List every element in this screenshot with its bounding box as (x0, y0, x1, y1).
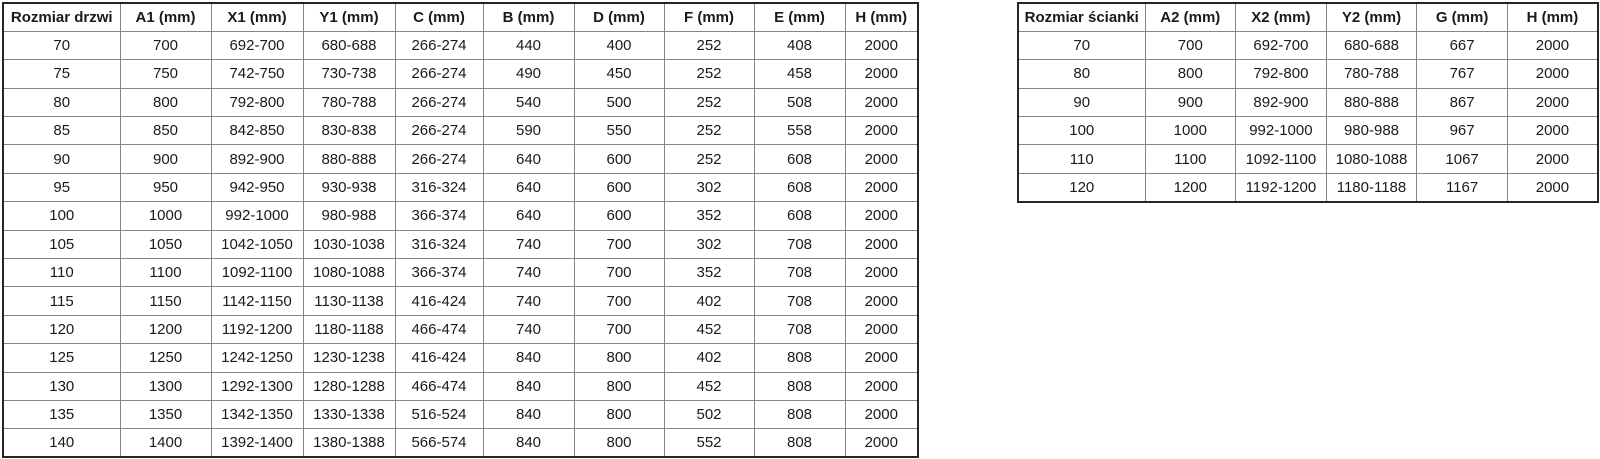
table-cell: 967 (1417, 117, 1508, 145)
table-cell: 500 (574, 88, 664, 116)
table-cell: 750 (120, 60, 211, 88)
header-row (3, 3, 918, 31)
table-row (1018, 31, 1598, 59)
table-cell: 640 (483, 202, 574, 230)
table-row (3, 202, 918, 230)
table-cell: 1080-1088 (1326, 145, 1417, 173)
table-cell: 550 (574, 117, 664, 145)
table-cell: 1092-1100 (1236, 145, 1327, 173)
table-cell: 942-950 (211, 173, 303, 201)
table-cell: 808 (754, 429, 845, 457)
table-cell: 316-324 (395, 173, 483, 201)
table-cell: 792-800 (1236, 60, 1327, 88)
table-cell: 552 (664, 429, 754, 457)
table-cell: 70 (3, 31, 120, 59)
table-cell: 450 (574, 60, 664, 88)
table-cell: 992-1000 (1236, 117, 1327, 145)
table-row (3, 88, 918, 116)
table-cell: 316-324 (395, 230, 483, 258)
table-cell: 800 (120, 88, 211, 116)
table-cell: 2000 (845, 117, 918, 145)
column-header: A2 (mm) (1145, 3, 1236, 31)
table-cell: 692-700 (211, 31, 303, 59)
table-row (3, 372, 918, 400)
column-header: Rozmiar ścianki (1018, 3, 1145, 31)
table-cell: 502 (664, 400, 754, 428)
table-cell: 608 (754, 173, 845, 201)
table-cell: 830-838 (303, 117, 395, 145)
table-cell: 1250 (120, 344, 211, 372)
table-cell: 252 (664, 88, 754, 116)
column-header: H (mm) (845, 3, 918, 31)
table-cell: 125 (3, 344, 120, 372)
table-cell: 120 (3, 315, 120, 343)
table-cell: 840 (483, 429, 574, 457)
table-cell: 640 (483, 173, 574, 201)
table-row (1018, 117, 1598, 145)
table-cell: 892-900 (211, 145, 303, 173)
table-cell: 1150 (120, 287, 211, 315)
table-cell: 366-374 (395, 202, 483, 230)
table-cell: 792-800 (211, 88, 303, 116)
table-cell: 767 (1417, 60, 1508, 88)
table-cell: 1080-1088 (303, 259, 395, 287)
table-cell: 740 (483, 287, 574, 315)
table-cell: 800 (574, 400, 664, 428)
table-cell: 1030-1038 (303, 230, 395, 258)
door-size-table (2, 2, 919, 458)
table-cell: 2000 (845, 202, 918, 230)
table-cell: 1200 (1145, 173, 1236, 201)
table-cell: 1180-1188 (303, 315, 395, 343)
table-cell: 840 (483, 400, 574, 428)
table-cell: 140 (3, 429, 120, 457)
table-row (3, 173, 918, 201)
table-cell: 780-788 (303, 88, 395, 116)
table-cell: 740 (483, 259, 574, 287)
table-cell: 1242-1250 (211, 344, 303, 372)
table-cell: 120 (1018, 173, 1145, 201)
table-cell: 540 (483, 88, 574, 116)
table-row (3, 429, 918, 457)
table-cell: 95 (3, 173, 120, 201)
table-cell: 1042-1050 (211, 230, 303, 258)
table-cell: 90 (3, 145, 120, 173)
table-cell: 266-274 (395, 88, 483, 116)
column-header: F (mm) (664, 3, 754, 31)
column-header: G (mm) (1417, 3, 1508, 31)
table-cell: 80 (1018, 60, 1145, 88)
table-cell: 667 (1417, 31, 1508, 59)
column-header: X1 (mm) (211, 3, 303, 31)
table-cell: 566-574 (395, 429, 483, 457)
table-cell: 590 (483, 117, 574, 145)
table-cell: 1142-1150 (211, 287, 303, 315)
table-cell: 1342-1350 (211, 400, 303, 428)
table-cell: 458 (754, 60, 845, 88)
table-cell: 1130-1138 (303, 287, 395, 315)
table-cell: 600 (574, 202, 664, 230)
table-cell: 1092-1100 (211, 259, 303, 287)
table-cell: 266-274 (395, 117, 483, 145)
table-cell: 1192-1200 (1236, 173, 1327, 201)
table-row (3, 117, 918, 145)
table-cell: 110 (3, 259, 120, 287)
table-cell: 352 (664, 202, 754, 230)
table-cell: 508 (754, 88, 845, 116)
table-row (1018, 60, 1598, 88)
table-cell: 700 (574, 259, 664, 287)
table-cell: 1400 (120, 429, 211, 457)
table-row (3, 315, 918, 343)
table-cell: 2000 (845, 145, 918, 173)
table-cell: 840 (483, 372, 574, 400)
table-cell: 558 (754, 117, 845, 145)
column-header: H (mm) (1507, 3, 1598, 31)
table-cell: 115 (3, 287, 120, 315)
table-cell: 1000 (1145, 117, 1236, 145)
table-cell: 608 (754, 202, 845, 230)
table-row (3, 60, 918, 88)
table-cell: 900 (120, 145, 211, 173)
table-cell: 2000 (845, 259, 918, 287)
table-cell: 2000 (845, 230, 918, 258)
table-cell: 266-274 (395, 60, 483, 88)
table-cell: 466-474 (395, 372, 483, 400)
column-header: A1 (mm) (120, 3, 211, 31)
table-cell: 2000 (845, 400, 918, 428)
table-cell: 2000 (845, 88, 918, 116)
table-cell: 708 (754, 315, 845, 343)
table-cell: 70 (1018, 31, 1145, 59)
table-cell: 608 (754, 145, 845, 173)
table-cell: 880-888 (303, 145, 395, 173)
table-cell: 2000 (1507, 60, 1598, 88)
table-cell: 1350 (120, 400, 211, 428)
table-cell: 680-688 (1326, 31, 1417, 59)
table-cell: 1100 (1145, 145, 1236, 173)
table-cell: 85 (3, 117, 120, 145)
table-cell: 700 (1145, 31, 1236, 59)
table-cell: 808 (754, 372, 845, 400)
table-cell: 2000 (845, 287, 918, 315)
table-cell: 2000 (845, 372, 918, 400)
table-row (1018, 173, 1598, 201)
table-cell: 892-900 (1236, 88, 1327, 116)
table-cell: 640 (483, 145, 574, 173)
table-cell: 692-700 (1236, 31, 1327, 59)
table-cell: 100 (3, 202, 120, 230)
table-cell: 105 (3, 230, 120, 258)
table-cell: 452 (664, 315, 754, 343)
table-cell: 135 (3, 400, 120, 428)
table-cell: 2000 (1507, 88, 1598, 116)
table-cell: 780-788 (1326, 60, 1417, 88)
table-cell: 740 (483, 230, 574, 258)
table-cell: 2000 (845, 173, 918, 201)
table-cell: 408 (754, 31, 845, 59)
table-cell: 490 (483, 60, 574, 88)
table-cell: 1100 (120, 259, 211, 287)
table-cell: 1380-1388 (303, 429, 395, 457)
table-cell: 900 (1145, 88, 1236, 116)
table-cell: 2000 (845, 429, 918, 457)
table-cell: 1200 (120, 315, 211, 343)
table-cell: 930-938 (303, 173, 395, 201)
table-cell: 700 (574, 287, 664, 315)
table-cell: 416-424 (395, 287, 483, 315)
column-header: E (mm) (754, 3, 845, 31)
table-cell: 992-1000 (211, 202, 303, 230)
table-cell: 90 (1018, 88, 1145, 116)
table-cell: 1192-1200 (211, 315, 303, 343)
table-cell: 840 (483, 344, 574, 372)
table-row (1018, 88, 1598, 116)
table-cell: 1067 (1417, 145, 1508, 173)
table-cell: 266-274 (395, 31, 483, 59)
table-cell: 252 (664, 31, 754, 59)
table-cell: 2000 (845, 60, 918, 88)
table-cell: 742-750 (211, 60, 303, 88)
table-cell: 600 (574, 145, 664, 173)
table-cell: 252 (664, 117, 754, 145)
table-cell: 700 (574, 315, 664, 343)
table-cell: 800 (574, 372, 664, 400)
column-header: Y2 (mm) (1326, 3, 1417, 31)
table-row (3, 31, 918, 59)
table-cell: 2000 (845, 31, 918, 59)
table-row (3, 287, 918, 315)
table-cell: 800 (1145, 60, 1236, 88)
table-cell: 808 (754, 400, 845, 428)
table-cell: 2000 (1507, 117, 1598, 145)
table-cell: 1000 (120, 202, 211, 230)
table-cell: 700 (574, 230, 664, 258)
table-row (3, 230, 918, 258)
table-cell: 452 (664, 372, 754, 400)
table-cell: 1292-1300 (211, 372, 303, 400)
table-row (3, 145, 918, 173)
table-cell: 252 (664, 60, 754, 88)
table-cell: 302 (664, 173, 754, 201)
table-cell: 1167 (1417, 173, 1508, 201)
table-cell: 366-374 (395, 259, 483, 287)
table-cell: 130 (3, 372, 120, 400)
table-row (1018, 145, 1598, 173)
table-cell: 466-474 (395, 315, 483, 343)
table-cell: 808 (754, 344, 845, 372)
table-row (3, 344, 918, 372)
table-cell: 680-688 (303, 31, 395, 59)
table-cell: 402 (664, 344, 754, 372)
table-cell: 2000 (1507, 173, 1598, 201)
table-cell: 252 (664, 145, 754, 173)
table-cell: 842-850 (211, 117, 303, 145)
table-cell: 266-274 (395, 145, 483, 173)
table-cell: 1330-1338 (303, 400, 395, 428)
table-cell: 950 (120, 173, 211, 201)
table-cell: 880-888 (1326, 88, 1417, 116)
table-cell: 980-988 (1326, 117, 1417, 145)
table-cell: 352 (664, 259, 754, 287)
table-cell: 600 (574, 173, 664, 201)
column-header: D (mm) (574, 3, 664, 31)
table-row (3, 400, 918, 428)
header-row (1018, 3, 1598, 31)
table-cell: 80 (3, 88, 120, 116)
column-header: Rozmiar drzwi (3, 3, 120, 31)
table-cell: 740 (483, 315, 574, 343)
column-header: Y1 (mm) (303, 3, 395, 31)
column-header: B (mm) (483, 3, 574, 31)
table-cell: 100 (1018, 117, 1145, 145)
table-cell: 2000 (845, 315, 918, 343)
column-header: X2 (mm) (1236, 3, 1327, 31)
table-cell: 980-988 (303, 202, 395, 230)
table-cell: 402 (664, 287, 754, 315)
table-cell: 1050 (120, 230, 211, 258)
table-cell: 708 (754, 287, 845, 315)
table-row (3, 259, 918, 287)
table-cell: 800 (574, 429, 664, 457)
table-cell: 730-738 (303, 60, 395, 88)
table-cell: 708 (754, 259, 845, 287)
table-cell: 800 (574, 344, 664, 372)
table-cell: 75 (3, 60, 120, 88)
table-cell: 2000 (1507, 31, 1598, 59)
table-cell: 400 (574, 31, 664, 59)
table-cell: 1180-1188 (1326, 173, 1417, 201)
wall-size-table (1017, 2, 1599, 203)
table-cell: 867 (1417, 88, 1508, 116)
table-cell: 516-524 (395, 400, 483, 428)
column-header: C (mm) (395, 3, 483, 31)
table-cell: 1300 (120, 372, 211, 400)
table-cell: 2000 (845, 344, 918, 372)
table-cell: 1230-1238 (303, 344, 395, 372)
table-cell: 2000 (1507, 145, 1598, 173)
table-cell: 700 (120, 31, 211, 59)
table-cell: 416-424 (395, 344, 483, 372)
table-cell: 302 (664, 230, 754, 258)
table-cell: 1392-1400 (211, 429, 303, 457)
table-cell: 440 (483, 31, 574, 59)
table-cell: 850 (120, 117, 211, 145)
table-cell: 1280-1288 (303, 372, 395, 400)
table-cell: 110 (1018, 145, 1145, 173)
table-cell: 708 (754, 230, 845, 258)
